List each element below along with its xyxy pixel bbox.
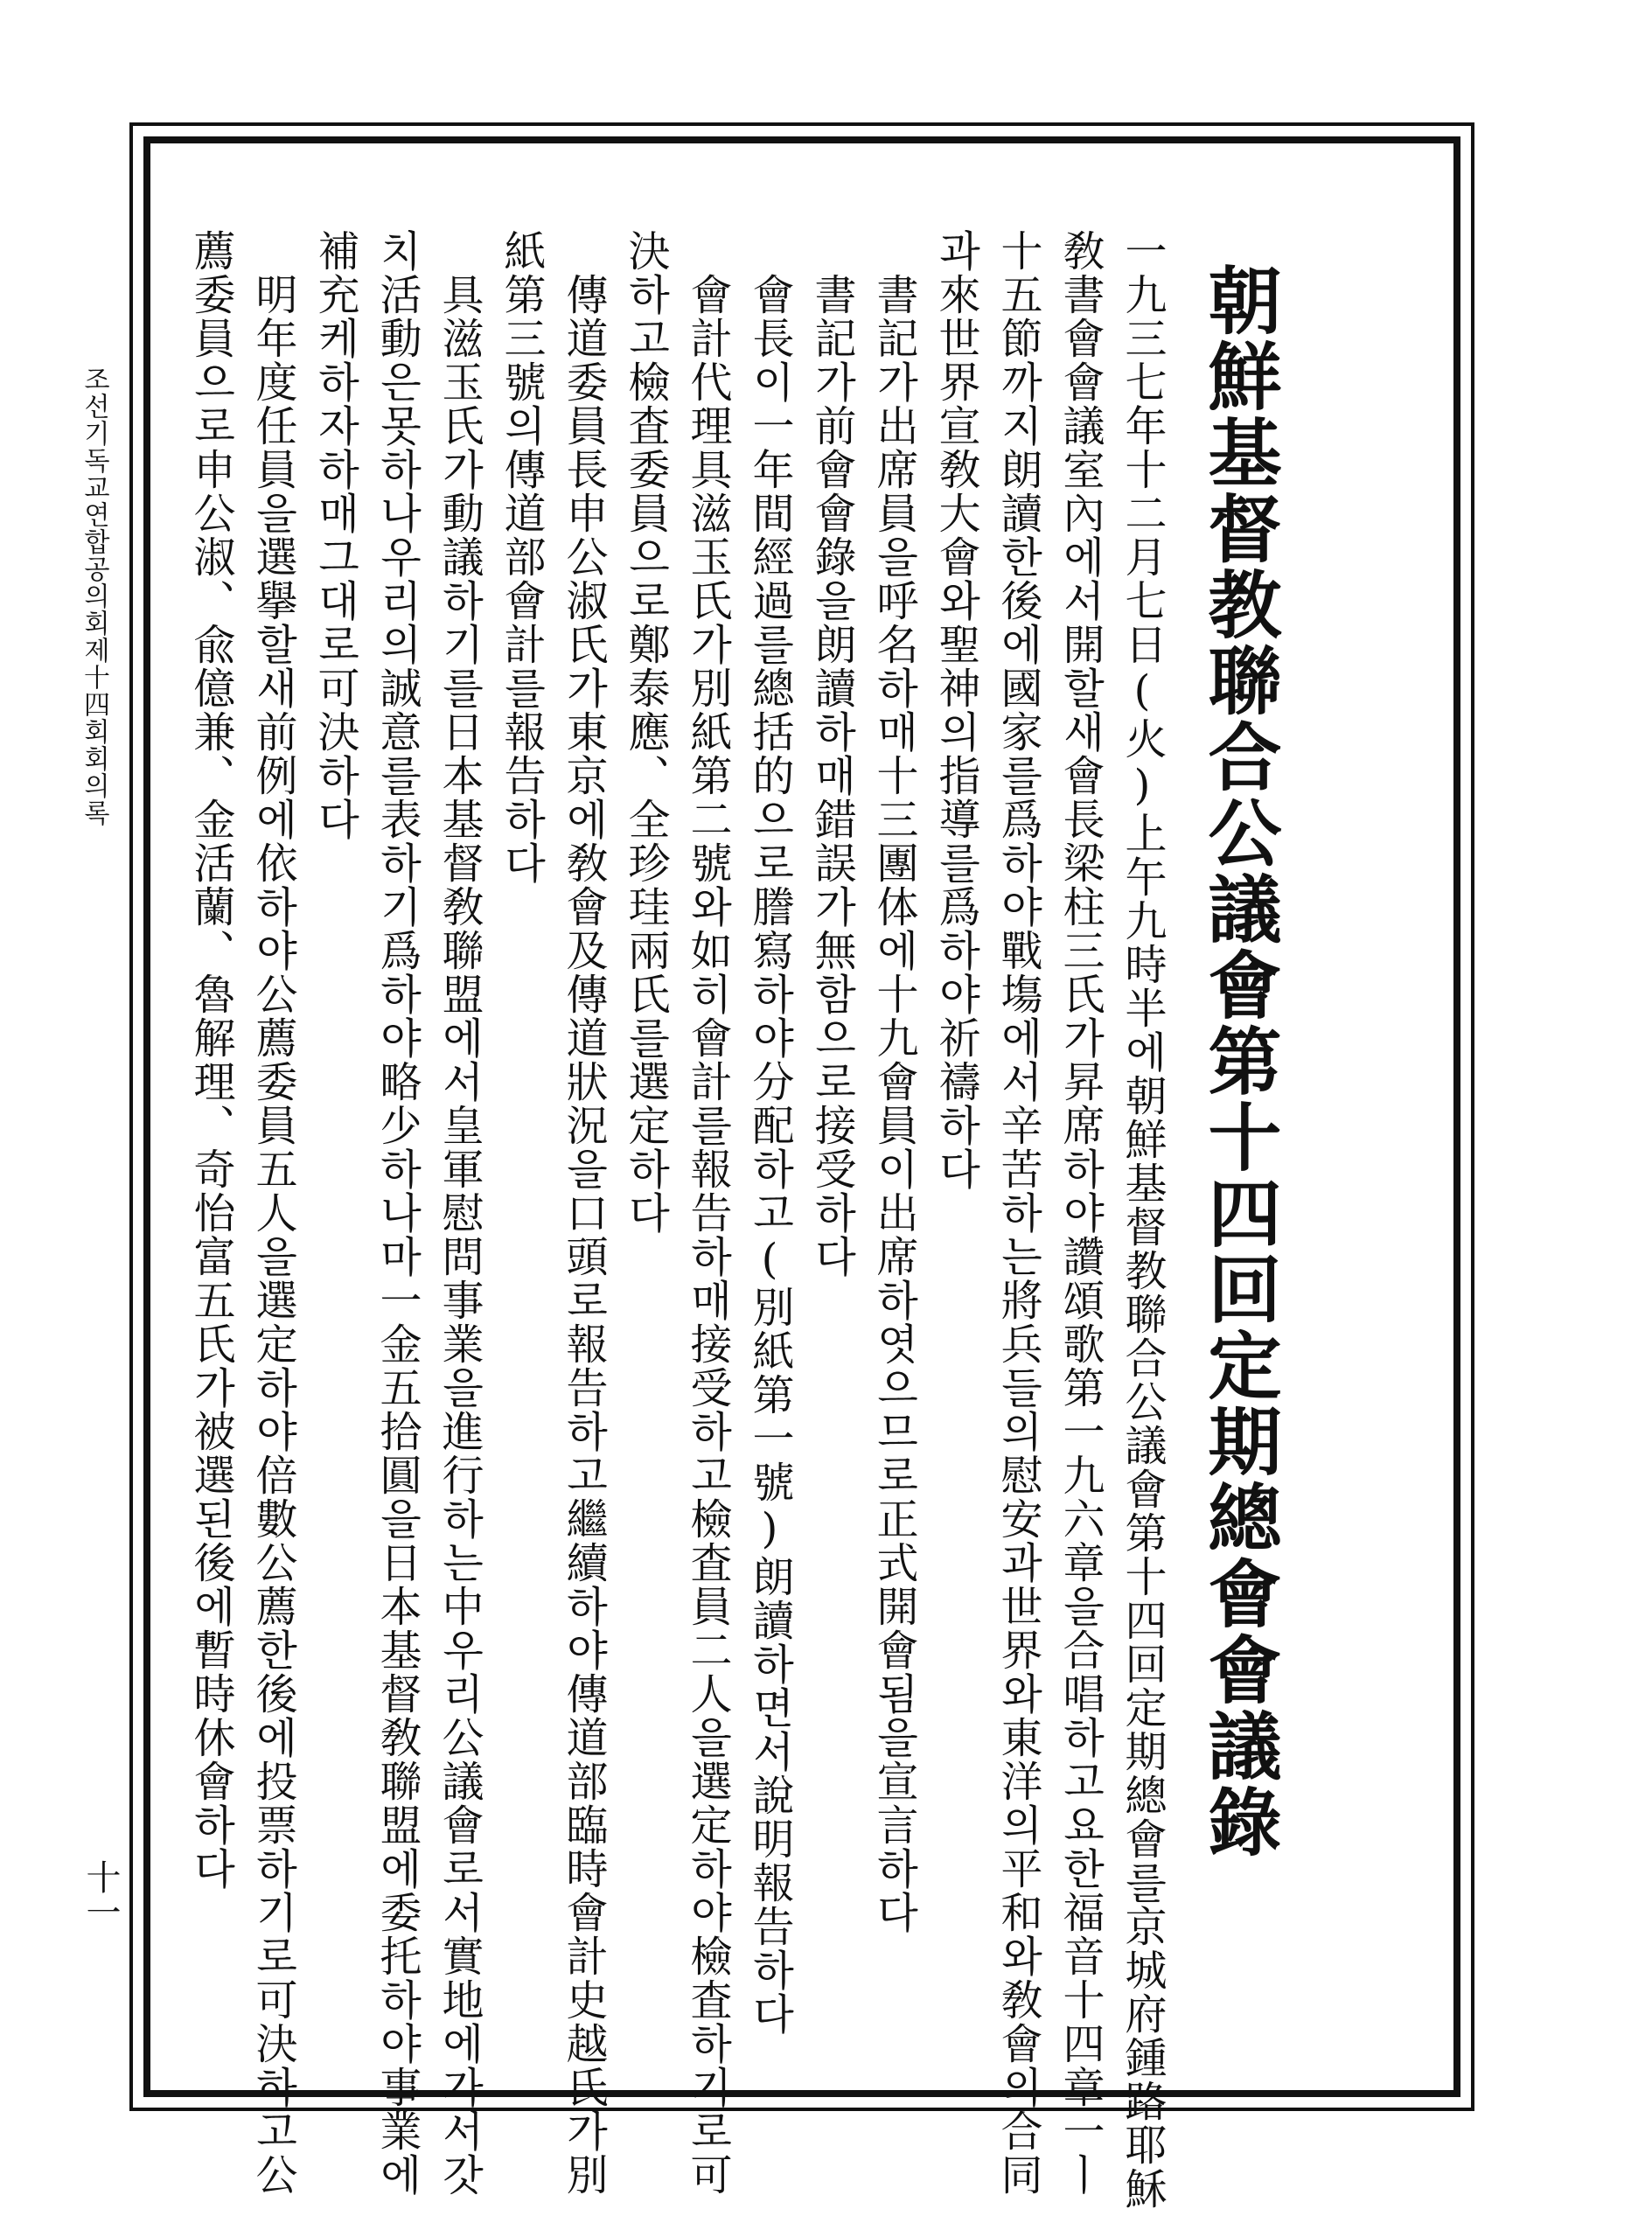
body-line-4: 과來世界宣敎大會와聖神의指導를爲하야祈禱하다 bbox=[931, 229, 980, 1191]
body-line-1: 一九三七年十二月七日(火)上午九時半에朝鮮基督教聯合公議會第十四回定期總會를京城府鍾路耶穌 bbox=[1118, 229, 1167, 2211]
document-title: 朝鮮基督教聯合公議會第十四回定期總會會議錄 bbox=[1196, 262, 1283, 1860]
body-line-7: 會長이一年間經過를總括的으로謄寫하야分配하고(別紙第一號)朗讀하면서說明報告하다 bbox=[745, 273, 794, 2036]
page-number: 十一 bbox=[80, 1859, 121, 1929]
body-line-15: 明年度任員을選擧할새前例에依하야公薦委員五人을選定하야倍數公薦한後에投票하기로可決하고公 bbox=[248, 273, 297, 2197]
body-line-10: 傳道委員長申公淑氏가東京에敎會及傳道狀況을口頭로報告하고繼續하야傳道部臨時會計史越氏가別 bbox=[559, 273, 608, 2197]
body-line-6: 書記가前會會錄을朗讀하매錯誤가無함으로接受하다 bbox=[807, 273, 856, 1279]
body-line-13: 치活動은못하나우리의誠意를表하기爲하야略少하나마一金五拾圓을日本基督敎聯盟에委托하야事業에 bbox=[373, 229, 422, 2197]
body-line-16: 薦委員으로申公淑、兪億兼、金活蘭、魯解理、奇怡富五氏가被選된後에暫時休會하다 bbox=[186, 229, 235, 1891]
side-label: 조선기독교연합공의회제十四회회의록 bbox=[79, 366, 109, 826]
body-line-2: 敎書會會議室內에서開할새會長梁柱三氏가昇席하야讚頌歌第一九六章을合唱하고요한福音十四章一ㅣ bbox=[1056, 229, 1105, 2197]
body-line-9: 決하고檢査委員으로鄭泰應、全珍珪兩氏를選定하다 bbox=[621, 229, 670, 1235]
body-line-14: 補充케하자하매그대로可決하다 bbox=[310, 229, 359, 841]
body-line-5: 書記가出席員을呼名하매十三團体에十九會員이出席하엿으므로正式開會됨을宣言하다 bbox=[869, 273, 918, 1934]
body-line-11: 紙第三號의傳道部會計를報告하다 bbox=[497, 229, 546, 885]
body-line-12: 具滋玉氏가動議하기를日本基督敎聯盟에서皇軍慰問事業을進行하는中우리公議會로서實地에가서갓 bbox=[435, 273, 484, 2197]
body-line-8: 會計代理具滋玉氏가別紙第二號와如히會計를報告하매接受하고檢査員二人을選定하야檢査하기로可 bbox=[683, 273, 732, 2197]
body-line-3: 十五節까지朗讀한後에國家를爲하야戰塲에서辛苦하는將兵들의慰安과世界와東洋의平和와敎會의合同 bbox=[993, 229, 1042, 2197]
